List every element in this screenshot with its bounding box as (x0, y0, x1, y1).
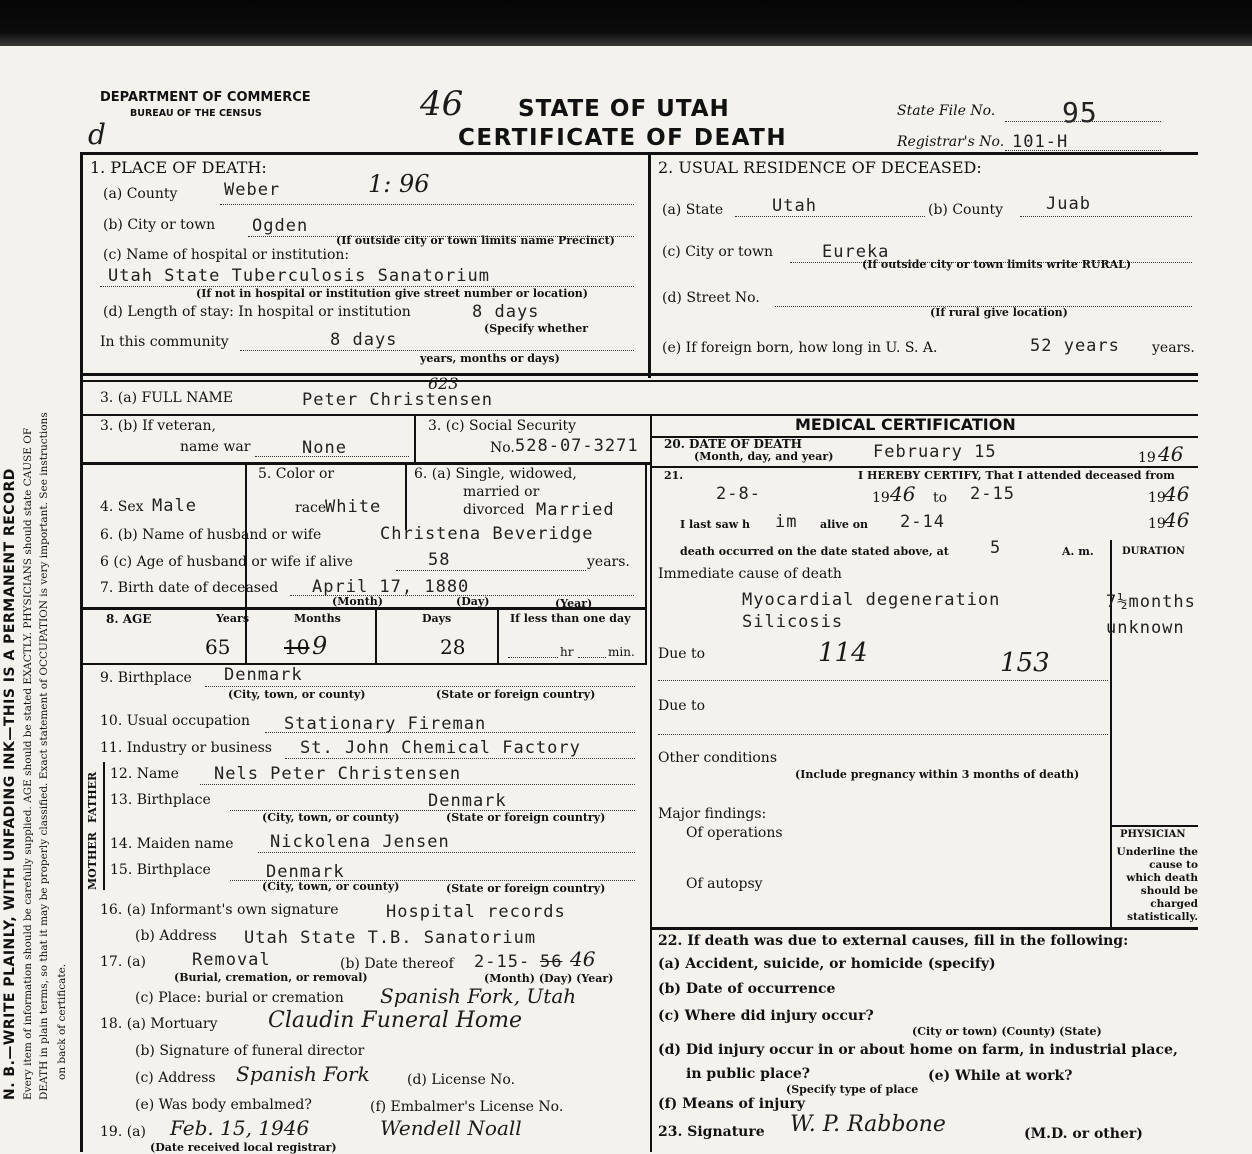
other-conditions-label: Other conditions (658, 750, 778, 766)
res-foreign-unit: years. (1152, 340, 1195, 356)
occupation-value: Stationary Fireman (284, 714, 487, 734)
mortuary-label: 18. (a) Mortuary (100, 1016, 218, 1032)
ss-no-label: No. (490, 440, 515, 456)
informant-addr-label: (b) Address (135, 928, 217, 944)
scan-edge (0, 0, 1252, 46)
res-street-note: (If rural give location) (930, 306, 1068, 319)
cause-code-2: 153 (1000, 648, 1050, 678)
side-note-1: N. B.—WRITE PLAINLY, WITH UNFADING INK—THIS IS A PERMANENT RECORD (2, 468, 18, 1100)
community-label: In this community (100, 334, 229, 350)
death-date-note: (Month, day, and year) (694, 450, 834, 463)
cause-2: Silicosis (742, 612, 844, 632)
last-saw-prefix: 19 (1148, 516, 1166, 532)
full-name-handwritten: 623 (428, 374, 459, 393)
age-label: 8. AGE (106, 612, 152, 626)
birth-value: April 17, 1880 (312, 577, 470, 597)
father-birth-value: Denmark (428, 791, 507, 811)
res-foreign-label: (e) If foreign born, how long in U. S. A. (662, 340, 938, 356)
side-note-2: Every item of information should be carefully supplied. AGE should be stated EXACTLY. PHYSICIANS should state CAUSE OF (22, 427, 34, 1100)
mother-name-value: Nickolena Jensen (270, 832, 450, 852)
md-label: (M.D. or other) (1024, 1126, 1143, 1142)
physician-tag: PHYSICIAN (1120, 829, 1186, 840)
color-label: 5. Color or (258, 466, 335, 482)
bureau-label: BUREAU OF THE CENSUS (130, 108, 262, 119)
mother-tag: MOTHER (86, 832, 99, 890)
burial-date-value: 2-15- (474, 952, 531, 972)
age-less-label: If less than one day (510, 612, 631, 625)
cause-code-1: 114 (818, 638, 868, 668)
file-no-label: State File No. (897, 103, 996, 119)
mother-birth-label: 15. Birthplace (110, 862, 211, 878)
father-name-value: Nels Peter Christensen (214, 764, 462, 784)
birthplace-value: Denmark (224, 665, 303, 685)
county-value: Weber (224, 180, 281, 200)
attended-from: 2-8- (716, 484, 761, 504)
burial-value: Removal (192, 950, 271, 970)
duration-2: unknown (1106, 618, 1185, 638)
external-c-note: (City or town) (County) (State) (912, 1025, 1102, 1038)
autopsy-label: Of autopsy (686, 876, 763, 892)
mortuary-address-value: Spanish Fork (236, 1062, 370, 1086)
informant-value: Hospital records (386, 902, 566, 922)
side-note-4: on back of certificate. (56, 963, 68, 1080)
mortuary-value: Claudin Funeral Home (268, 1008, 523, 1033)
death-date-value: February 15 (873, 442, 997, 462)
birth-year-note: (Year) (555, 597, 593, 610)
burial-label: 17. (a) (100, 954, 146, 970)
sex-label: 4. Sex (100, 499, 144, 515)
registrar-no-label: Registrar's No. (897, 134, 1005, 150)
marital-label-1: 6. (a) Single, widowed, (414, 466, 577, 482)
certificate-title: CERTIFICATE OF DEATH (458, 125, 788, 151)
res-city-value: Eureka (822, 242, 890, 262)
spouse-label: 6. (b) Name of husband or wife (100, 527, 322, 543)
birthplace-note-1: (City, town, or county) (228, 688, 366, 701)
letter-d: d (88, 118, 106, 151)
res-street-label: (d) Street No. (662, 290, 760, 306)
mother-birth-value: Denmark (266, 862, 345, 882)
full-name-label: 3. (a) FULL NAME (100, 390, 233, 406)
burial-date-struck: 56 (540, 952, 563, 972)
external-b-label: (b) Date of occurrence (658, 981, 836, 997)
attended-from-year: 46 (890, 482, 916, 506)
filed-value: Feb. 15, 1946 (170, 1116, 310, 1140)
marital-label-3: divorced (463, 502, 525, 518)
father-tag: FATHER (86, 771, 99, 823)
operations-label: Of operations (686, 825, 783, 841)
license-label: (d) License No. (407, 1072, 516, 1088)
cert-label: 21. (664, 469, 684, 482)
veteran-label: 3. (b) If veteran, (100, 418, 216, 434)
last-saw-year: 46 (1164, 508, 1190, 532)
external-d-label-2: in public place? (686, 1066, 810, 1082)
age-months-label: Months (294, 612, 341, 625)
age-years-value: 65 (205, 635, 231, 659)
mother-note-1: (City, town, or county) (262, 880, 400, 893)
spouse-value: Christena Beveridge (380, 524, 594, 544)
age-months-struck: 10 (284, 635, 310, 659)
dept-label: DEPARTMENT OF COMMERCE (100, 90, 311, 105)
industry-label: 11. Industry or business (100, 740, 272, 756)
res-state-value: Utah (772, 196, 817, 216)
signature-label: 23. Signature (658, 1124, 765, 1140)
full-name-value: Peter Christensen (302, 390, 493, 410)
place-of-death-heading: 1. PLACE OF DEATH: (90, 158, 267, 177)
res-city-label: (c) City or town (662, 244, 774, 260)
due-to-label-1: Due to (658, 646, 706, 662)
birthplace-note-2: (State or foreign country) (436, 688, 596, 701)
registrar-no-value: 101-H (1012, 132, 1069, 152)
cert-text: I HEREBY CERTIFY, That I attended deceased from (858, 469, 1175, 482)
state-title: STATE OF UTAH (518, 96, 730, 122)
informant-label: 16. (a) Informant's own signature (100, 902, 339, 918)
director-label: (b) Signature of funeral director (135, 1043, 365, 1059)
file-no-value: 95 (1062, 96, 1098, 129)
other-conditions-note: (Include pregnancy within 3 months of death) (795, 768, 1080, 781)
physician-note: Underline the cause to which death should be charged statistically. (1116, 846, 1198, 923)
age-months-value: 9 (312, 632, 328, 660)
spouse-age-label: 6 (c) Age of husband or wife if alive (100, 554, 353, 570)
community-note: years, months or days) (420, 352, 560, 365)
death-hour: 5 (990, 538, 1002, 558)
alive-label: alive on (820, 518, 869, 531)
filed-note: (Date received local registrar) (150, 1141, 337, 1154)
age-min-label: min. (608, 645, 635, 659)
attended-to-year: 46 (1164, 482, 1190, 506)
res-county-label: (b) County (928, 202, 1004, 218)
county-label: (a) County (103, 186, 178, 202)
community-value: 8 days (330, 330, 398, 350)
marital-label-2: married or (463, 484, 540, 500)
death-year-value: 46 (1158, 442, 1184, 466)
external-c-label: (c) Where did injury occur? (658, 1008, 874, 1024)
occurred-label: death occurred on the date stated above, at (680, 545, 949, 558)
external-d-label: (d) Did injury occur in or about home on farm, in industrial place, (658, 1042, 1178, 1058)
hospital-label: (c) Name of hospital or institution: (103, 247, 350, 263)
stay-label: (d) Length of stay: In hospital or institution (103, 304, 411, 320)
due-to-label-2: Due to (658, 698, 706, 714)
ss-value: 528-07-3271 (515, 436, 639, 456)
war-label: name war (180, 439, 251, 455)
birth-month-note: (Month) (332, 595, 383, 608)
hospital-note: (If not in hospital or institution give street number or location) (196, 287, 588, 300)
father-birth-label: 13. Birthplace (110, 792, 211, 808)
embalmed-label: (e) Was body embalmed? (135, 1097, 312, 1113)
ss-label: 3. (c) Social Security (428, 418, 577, 434)
external-f-label: (f) Means of injury (658, 1096, 806, 1112)
city-note: (If outside city or town limits name Precinct) (336, 234, 615, 247)
physician-signature: W. P. Rabbone (790, 1112, 946, 1137)
age-days-value: 28 (440, 635, 466, 659)
burial-place-value: Spanish Fork, Utah (380, 984, 577, 1008)
immediate-label: Immediate cause of death (658, 566, 842, 582)
burial-date-note: (Month) (Day) (Year) (484, 972, 614, 985)
marital-value: Married (536, 500, 615, 520)
filed-label: 19. (a) (100, 1124, 146, 1140)
external-e-label: (e) While at work? (928, 1068, 1073, 1084)
burial-place-label: (c) Place: burial or cremation (135, 990, 344, 1006)
death-year-prefix: 19 (1138, 450, 1156, 466)
industry-value: St. John Chemical Factory (300, 738, 581, 758)
mother-note-2: (State or foreign country) (446, 882, 606, 895)
spouse-age-value: 58 (428, 550, 451, 570)
age-days-label: Days (422, 612, 452, 625)
father-name-label: 12. Name (110, 766, 179, 782)
sex-value: Male (152, 496, 197, 516)
city-value: Ogden (252, 216, 309, 236)
res-city-note: (If outside city or town limits write RURAL) (862, 258, 1132, 271)
external-a-label: (a) Accident, suicide, or homicide (specify) (658, 956, 996, 972)
burial-date-year: 46 (570, 947, 596, 971)
embalmer-label: (f) Embalmer's License No. (370, 1099, 564, 1115)
res-foreign-value: 52 years (1030, 336, 1120, 356)
side-note-3: DEATH in plain terms, so that it may be properly classified. Exact statement of OCCUPATION is very important. See instructions (38, 412, 50, 1100)
last-saw-label: I last saw h (680, 518, 751, 531)
attended-to: 2-15 (970, 484, 1015, 504)
mortuary-address-label: (c) Address (135, 1070, 216, 1086)
to-label: to (933, 490, 948, 506)
age-years-label: Years (216, 612, 250, 625)
father-note-2: (State or foreign country) (446, 811, 606, 824)
mother-name-label: 14. Maiden name (110, 836, 234, 852)
age-hr-label: hr (560, 645, 574, 659)
major-findings-label: Major findings: (658, 806, 767, 822)
registrar-signature: Wendell Noall (380, 1116, 522, 1140)
occupation-label: 10. Usual occupation (100, 713, 250, 729)
war-value: None (302, 438, 347, 458)
father-note-1: (City, town, or county) (262, 811, 400, 824)
city-label: (b) City or town (103, 217, 216, 233)
attended-from-prefix: 19 (872, 490, 890, 506)
duration-label: DURATION (1122, 546, 1185, 557)
residence-heading: 2. USUAL RESIDENCE OF DECEASED: (658, 158, 982, 177)
race-label: race (295, 500, 327, 516)
informant-addr-value: Utah State T.B. Sanatorium (244, 928, 537, 948)
handwritten-number: 46 (420, 84, 464, 124)
external-heading: 22. If death was due to external causes, fill in the following: (658, 933, 1129, 949)
county-handwritten: 1: 96 (368, 170, 430, 198)
birth-day-note: (Day) (456, 595, 490, 608)
res-county-value: Juab (1046, 194, 1091, 214)
birth-label: 7. Birth date of deceased (100, 580, 279, 596)
res-state-label: (a) State (662, 202, 724, 218)
external-d-note: (Specify type of place (786, 1083, 919, 1096)
spouse-age-unit: years. (587, 554, 630, 570)
stay-value: 8 days (472, 302, 540, 322)
death-date-label: 20. DATE OF DEATH (664, 437, 802, 451)
death-ampm: A. m. (1062, 545, 1094, 558)
last-saw-him: im (775, 512, 798, 532)
hospital-value: Utah State Tuberculosis Sanatorium (108, 266, 490, 286)
last-saw-value: 2-14 (900, 512, 945, 532)
birthplace-label: 9. Birthplace (100, 670, 192, 686)
cause-1: Myocardial degeneration (742, 590, 1001, 610)
burial-date-label: (b) Date thereof (340, 956, 454, 972)
medical-heading: MEDICAL CERTIFICATION (795, 415, 1016, 434)
stay-note: (Specify whether (484, 322, 589, 335)
duration-1: 7½months (1106, 592, 1196, 612)
race-value: White (325, 497, 382, 517)
burial-note: (Burial, cremation, or removal) (174, 971, 368, 984)
attended-to-prefix: 19 (1148, 490, 1166, 506)
